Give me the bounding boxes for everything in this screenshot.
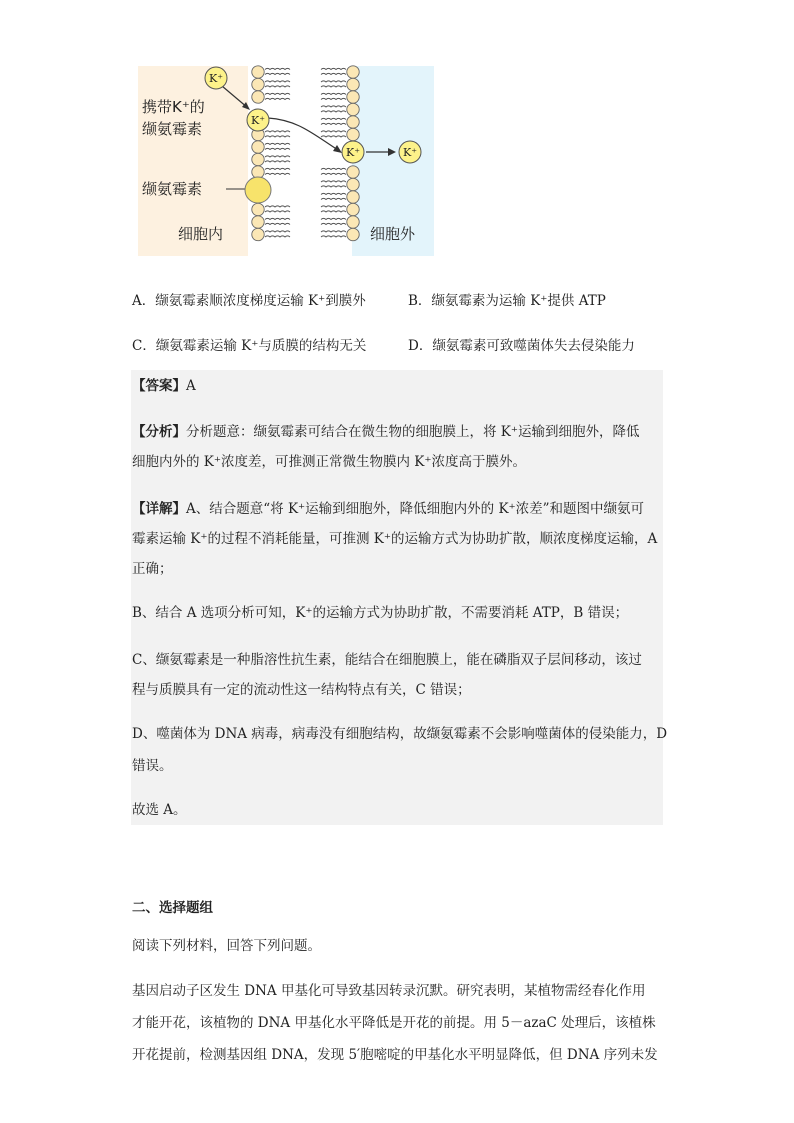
inner-lipid-tail [265,211,290,212]
answer-value: A [186,378,196,394]
outer-lipid-tail [321,223,346,224]
detail-a1-text: A、结合题意“将 K⁺运输到细胞外，降低细胞内外的 K⁺浓差”和题图中缬氨可 [186,501,645,517]
inner-lipid-tail [265,93,290,94]
option-d: D．缬氨霉素可致噬菌体失去侵染能力 [408,338,635,354]
inner-lipid-tail [265,168,290,169]
outer-lipid-tail [321,173,346,174]
carrier-label-line2: 缬氨霉素 [142,120,203,138]
outer-lipid-tail [321,211,346,212]
outside-label: 细胞外 [370,225,416,243]
outer-lipid-head [347,228,359,240]
inner-lipid-tail [265,156,290,157]
inner-lipid-head [252,166,264,178]
detail-line-a2: 霉素运输 K⁺的过程不消耗能量，可推测 K⁺的运输方式为协助扩散，顺浓度梯度运输，A [132,531,658,547]
inner-lipid-tail [265,86,290,87]
inner-lipid-head [252,66,264,78]
outer-lipid-tail [321,123,346,124]
k-ion-outer-label: K⁺ [345,146,361,159]
membrane-transport-figure [138,64,438,258]
detail-line-d2: 错误。 [132,758,173,774]
inner-lipid-tail [265,218,290,219]
material-line2: 才能开花，该植物的 DNA 甲基化水平降低是开花的前提。用 5－azaC 处理后，该植株 [132,1015,656,1031]
analysis-tag: 【分析】 [132,424,186,440]
outer-lipid-tail [321,193,346,194]
inner-lipid-tail [265,173,290,174]
outer-lipid-head [347,203,359,215]
outer-lipid-tail [321,186,346,187]
outer-lipid-head [347,191,359,203]
inner-lipid-tail [265,136,290,137]
k-ion-outside-label: K⁺ [402,146,418,159]
outer-lipid-head [347,216,359,228]
inner-lipid-head [252,141,264,153]
inner-lipid-tail [265,231,290,232]
section-title: 二、选择题组 [132,900,213,916]
outer-lipid-tail [321,111,346,112]
option-c: C．缬氨霉素运输 K⁺与质膜的结构无关 [132,338,367,354]
inner-lipid-head [252,153,264,165]
detail-line-a1 [132,494,644,524]
outer-lipid-tail [321,218,346,219]
detail-line-a3: 正确； [132,561,173,577]
inner-lipid-head [252,203,264,215]
inner-lipid-tail [265,68,290,69]
outer-lipid-tail [321,73,346,74]
inner-lipid-tail [265,143,290,144]
outer-lipid-tail [321,181,346,182]
inner-lipid-tail [265,206,290,207]
valinomycin-molecule [245,177,271,203]
outer-lipid-tail [321,236,346,237]
inner-lipid-head [252,216,264,228]
outer-lipid-tail [321,98,346,99]
inner-lipid-tail [265,223,290,224]
inner-lipid-tail [265,81,290,82]
option-b: B．缬氨霉素为运输 K⁺提供 ATP [408,293,606,309]
outer-lipid-tail [321,118,346,119]
inner-lipid-tail [265,73,290,74]
outer-lipid-tail [321,93,346,94]
arrow-across-membrane [268,118,338,150]
inner-lipid-tail [265,98,290,99]
outer-lipid-head [347,116,359,128]
option-a: A．缬氨霉素顺浓度梯度运输 K⁺到膜外 [132,293,366,309]
carrier-k-label: K⁺ [250,114,266,127]
detail-line-d1: D、噬菌体为 DNA 病毒，病毒没有细胞结构，故缬氨霉素不会影响噬菌体的侵染能力，D [132,726,668,742]
k-ion-inside-label: K⁺ [208,72,224,85]
inner-lipid-tail [265,236,290,237]
outer-lipid-tail [321,131,346,132]
membrane-diagram [138,64,438,258]
outer-lipid-head [347,166,359,178]
detail-line-b: B、结合 A 选项分析可知，K⁺的运输方式为协助扩散，不需要消耗 ATP，B 错误； [132,605,629,621]
detail-line-c1: C、缬氨霉素是一种脂溶性抗生素，能结合在细胞膜上，能在磷脂双子层间移动，该过 [132,652,642,668]
outer-lipid-tail [321,206,346,207]
carrier-label-line1: 携带K⁺的 [142,98,205,116]
inside-label: 细胞内 [178,225,224,243]
analysis-line1 [132,417,640,447]
material-line1: 基因启动子区发生 DNA 甲基化可导致基因转录沉默。研究表明，某植物需经春化作用 [132,983,646,999]
inner-lipid-tail [265,161,290,162]
detail-line-c2: 程与质膜具有一定的流动性这一结构特点有关，C 错误； [132,682,471,698]
inner-lipid-tail [265,131,290,132]
detail-tag: 【详解】 [132,501,186,517]
answer-line [132,371,196,401]
outer-lipid-head [347,78,359,90]
inner-lipid-head [252,228,264,240]
valinomycin-label: 缬氨霉素 [142,180,203,198]
analysis-line2: 细胞内外的 K⁺浓度差，可推测正常微生物膜内 K⁺浓度高于膜外。 [132,454,527,470]
analysis-text1: 分析题意：缬氨霉素可结合在微生物的细胞膜上，将 K⁺运输到细胞外，降低 [186,424,640,440]
outer-lipid-tail [321,136,346,137]
outer-lipid-tail [321,198,346,199]
outer-lipid-tail [321,231,346,232]
inner-lipid-head [252,78,264,90]
outer-lipid-head [347,128,359,140]
answer-tag: 【答案】 [132,378,186,394]
inner-lipid-tail [265,148,290,149]
outer-lipid-head [347,103,359,115]
inner-lipid-head [252,91,264,103]
inner-leaflet [252,66,290,241]
outer-lipid-tail [321,86,346,87]
outer-lipid-head [347,91,359,103]
material-line3: 开花提前，检测基因组 DNA，发现 5′胞嘧啶的甲基化水平明显降低，但 DNA 序列未发 [132,1047,658,1063]
outer-lipid-tail [321,168,346,169]
outer-lipid-tail [321,106,346,107]
conclusion-line: 故选 A。 [132,802,187,818]
section-instruction: 阅读下列材料，回答下列问题。 [132,938,321,954]
outer-lipid-tail [321,68,346,69]
outer-lipid-head [347,66,359,78]
outer-lipid-tail [321,81,346,82]
outer-lipid-head [347,178,359,190]
